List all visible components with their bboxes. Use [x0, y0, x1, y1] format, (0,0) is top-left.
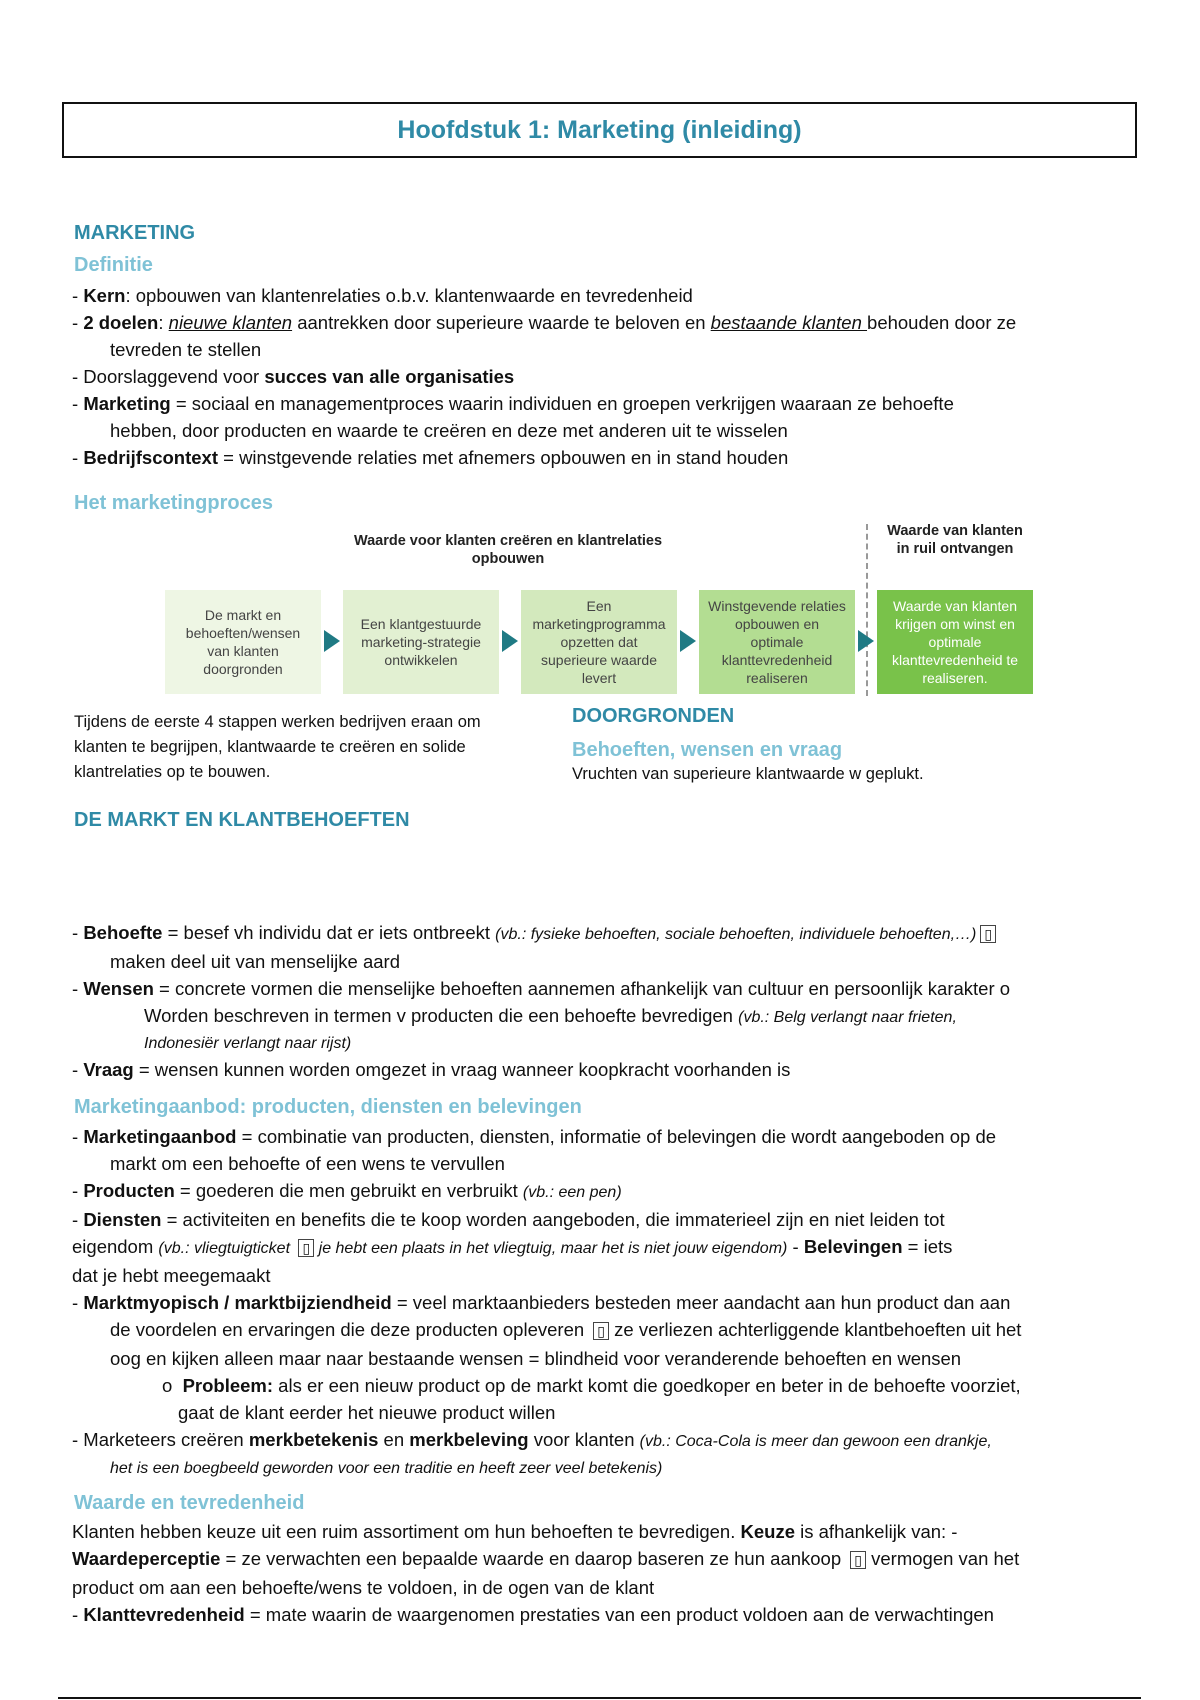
aanbod-list: [72, 1123, 1021, 1482]
wensen-line: - Wensen = concrete vormen die menselijke behoeften aannemen afhankelijk van cultuur en persoonlijk karakter o: [72, 978, 1011, 999]
process-note-line: klantrelaties op te bouwen.: [74, 763, 271, 781]
subheading-behoeften: Behoeften, wensen en vraag: [572, 739, 843, 761]
process-step-3: Een marketingprogramma opzetten dat superieure waarde levert: [521, 590, 677, 694]
process-step-5: Waarde van klanten krijgen om winst en optimale klanttevredenheid te realiseren.: [877, 590, 1033, 694]
box-glyph-icon: ▯: [298, 1239, 314, 1257]
marktmyopie-cont-1: de voordelen en ervaringen die deze producten opleveren ▯ ze verliezen achterliggende klantbehoeften uit het: [110, 1319, 1022, 1340]
doelen-cont: tevreden te stellen: [110, 339, 262, 360]
bedrijfscontext-line: - Bedrijfscontext = winstgevende relaties met afnemers opbouwen en in stand houden: [72, 447, 789, 468]
doorslag-line: - Doorslaggevend voor succes van alle organisaties: [72, 366, 515, 387]
belevingen-cont: dat je hebt meegemaakt: [72, 1265, 271, 1286]
behoefte-cont: maken deel uit van menselijke aard: [110, 951, 400, 972]
diagram-right-header: Waarde van klanten in ruil ontvangen: [887, 523, 1023, 557]
bullet-o-icon: o: [999, 978, 1011, 999]
page-title: Hoofdstuk 1: Marketing (inleiding): [397, 115, 802, 144]
box-glyph-icon: ▯: [980, 925, 996, 943]
box-glyph-icon: ▯: [850, 1551, 866, 1569]
keuze-line: Klanten hebben keuze uit een ruim assortiment om hun behoeften te bevredigen. Keuze is afhankelijk van: -: [72, 1521, 958, 1542]
subheading-marketingaanbod: Marketingaanbod: producten, diensten en belevingen: [74, 1096, 582, 1118]
marktmyopie-cont-2: oog en kijken alleen maar naar bestaande wensen = blindheid voor veranderende behoeften en wensen: [110, 1348, 962, 1369]
heading-markt: DE MARKT EN KLANTBEHOEFTEN: [74, 809, 410, 831]
behoefte-line: - Behoefte = besef vh individu dat er iets ontbreekt (vb.: fysieke behoeften, sociale behoeften, individuele behoeften,…) ▯: [72, 919, 1010, 948]
probleem-cont: gaat de klant eerder het nieuwe product willen: [178, 1402, 556, 1423]
arrow-icon: [858, 630, 874, 652]
process-note-line: Tijdens de eerste 4 stappen werken bedrijven eraan om: [74, 713, 481, 731]
definition-list: [72, 282, 1016, 471]
heading-marketing: MARKETING: [74, 222, 196, 244]
marketing-def-cont: hebben, door producten en waarde te creëren en deze met anderen uit te wisselen: [110, 420, 788, 441]
subheading-waarde: Waarde en tevredenheid: [74, 1492, 305, 1514]
doorgronden-text: Vruchten van superieure klantwaarde w geplukt.: [572, 765, 924, 783]
process-note: [74, 710, 481, 785]
wensen-example-cont: Indonesiër verlangt naar rijst): [144, 1035, 352, 1052]
marketingaanbod-cont: markt om een behoefte of een wens te vervullen: [110, 1153, 505, 1174]
waardeperceptie-cont: product om aan een behoefte/wens te voldoen, in de ogen van de klant: [72, 1577, 655, 1598]
diagram-left-header: Waarde voor klanten creëren en klantrelaties opbouwen: [353, 533, 663, 567]
probleem-line: o Probleem: als er een nieuw product op de markt komt die goedkoper en beter in de behoefte voorziet,: [162, 1375, 1021, 1396]
diagram-divider: [866, 524, 868, 696]
arrow-icon: [680, 630, 696, 652]
marketing-def-line: - Marketing = sociaal en managementproces waarin individuen en groepen verkrijgen waaraan ze behoefte: [72, 393, 954, 414]
bottom-divider: [58, 1697, 1141, 1699]
doelen-line: - 2 doelen: nieuwe klanten aantrekken door superieure waarde te beloven en bestaande klanten behouden door ze: [72, 312, 1017, 333]
bullet-o-icon: o: [162, 1375, 173, 1396]
wensen-cont: Worden beschreven in termen v producten die een behoefte bevredigen (vb.: Belg verlangt naar frieten,: [144, 1005, 957, 1026]
needs-list: [72, 919, 1010, 1083]
arrow-icon: [324, 630, 340, 652]
process-note-line: klanten te begrijpen, klantwaarde te creëren en solide: [74, 738, 466, 756]
waardeperceptie-line: Waardeperceptie = ze verwachten een bepaalde waarde en daarop baseren ze hun aankoop ▯ vermogen van het: [72, 1548, 1020, 1569]
waarde-list: [72, 1518, 1019, 1628]
page-title-box: [62, 102, 1137, 158]
process-step-4: Winstgevende relaties opbouwen en optimale klanttevredenheid realiseren: [699, 590, 855, 694]
subheading-definitie: Definitie: [74, 254, 153, 276]
klanttevredenheid-line: - Klanttevredenheid = mate waarin de waargenomen prestaties van een product voldoen aan de verwachtingen: [72, 1604, 994, 1625]
arrow-icon: [502, 630, 518, 652]
process-step-1: De markt en behoeften/wensen van klanten doorgronden: [165, 590, 321, 694]
vraag-line: - Vraag = wensen kunnen worden omgezet in vraag wanneer koopkracht voorhanden is: [72, 1059, 791, 1080]
marktmyopie-line: - Marktmyopisch / marktbijziendheid = veel marktaanbieders besteden meer aandacht aan hun product dan aan: [72, 1292, 1011, 1313]
diensten-line: - Diensten = activiteiten en benefits die te koop worden aangeboden, die immaterieel zijn en niet leiden tot: [72, 1209, 945, 1230]
marketingaanbod-line: - Marketingaanbod = combinatie van producten, diensten, informatie of belevingen die wordt aangeboden op de: [72, 1126, 997, 1147]
producten-line: - Producten = goederen die men gebruikt en verbruikt (vb.: een pen): [72, 1180, 622, 1201]
process-step-2: Een klantgestuurde marketing-strategie ontwikkelen: [343, 590, 499, 694]
subheading-marketingproces: Het marketingproces: [74, 492, 273, 514]
diensten-cont: eigendom (vb.: vliegtuigticket ▯ je hebt een plaats in het vliegtuig, maar het is niet jouw eigendom) - Belevingen = iets: [72, 1236, 953, 1257]
merk-cont: het is een boegbeeld geworden voor een traditie en heeft zeer veel betekenis): [110, 1460, 663, 1477]
merk-line: - Marketeers creëren merkbetekenis en merkbeleving voor klanten (vb.: Coca-Cola is meer dan gewoon een drankje,: [72, 1429, 992, 1450]
kern-line: - Kern: opbouwen van klantenrelaties o.b.v. klantenwaarde en tevredenheid: [72, 285, 693, 306]
heading-doorgronden: DOORGRONDEN: [572, 705, 735, 727]
box-glyph-icon: ▯: [593, 1322, 609, 1340]
